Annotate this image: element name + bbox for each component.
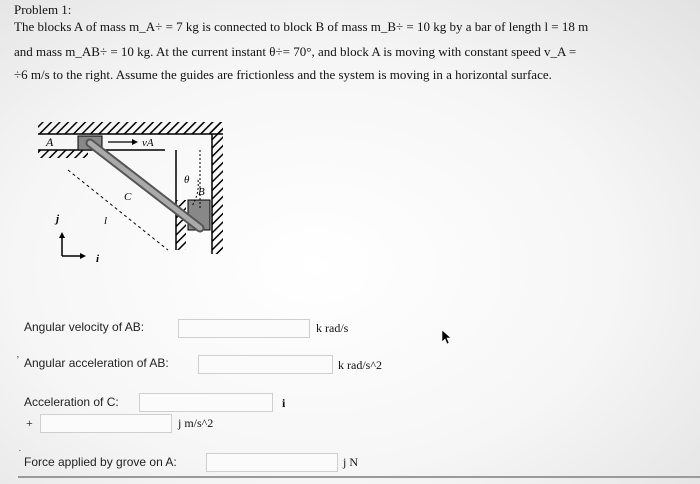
angular-acceleration-unit: k rad/s^2 <box>338 358 382 372</box>
label-b: B <box>198 186 205 198</box>
acceleration-c-j-field[interactable] <box>40 414 172 433</box>
angular-acceleration-field[interactable] <box>198 355 333 374</box>
label-j: j <box>56 213 60 225</box>
angular-velocity-unit: k rad/s <box>316 321 349 335</box>
acceleration-c-i-unit: i <box>282 396 286 410</box>
acceleration-c-i-field[interactable] <box>139 393 273 412</box>
problem-line-1: The blocks A of mass m_A÷ = 7 kg is connected to block B of mass m_B÷ = 10 kg by a bar of length l = 18 m <box>14 19 589 34</box>
mechanism-figure <box>20 110 260 290</box>
label-i: i <box>96 253 100 265</box>
force-field[interactable] <box>206 453 338 472</box>
right-wall <box>212 122 223 254</box>
mouse-cursor <box>441 329 451 345</box>
force-input[interactable] <box>207 455 337 472</box>
bottom-divider <box>18 476 700 478</box>
acceleration-c-plus: + <box>26 416 33 430</box>
force-label: Force applied by grove on A: <box>24 455 177 469</box>
length-dashes <box>68 170 168 250</box>
label-a: A <box>46 135 54 149</box>
acceleration-c-j-unit: j m/s^2 <box>178 416 214 430</box>
tick-mark: ˙ <box>18 448 22 460</box>
problem-title: Problem 1: <box>14 2 72 17</box>
angular-acceleration-label: Angular acceleration of AB: <box>24 356 169 370</box>
label-va: vA <box>142 137 154 149</box>
problem-line-3: ÷6 m/s to the right. Assume the guides are frictionless and the system is moving in a horizontal surface. <box>14 67 552 82</box>
top-wall <box>38 122 223 134</box>
acceleration-c-j-input[interactable] <box>41 416 171 433</box>
angular-velocity-input[interactable] <box>179 321 309 338</box>
angular-velocity-label: Angular velocity of AB: <box>24 320 145 334</box>
acceleration-c-i-input[interactable] <box>140 395 272 412</box>
apostrophe-mark: ’ <box>16 354 20 366</box>
label-theta: θ <box>184 174 190 186</box>
label-c: C <box>124 191 132 203</box>
label-l: l <box>104 215 108 227</box>
angular-acceleration-input[interactable] <box>199 357 332 374</box>
angular-velocity-field[interactable] <box>178 319 310 338</box>
acceleration-c-label: Acceleration of C: <box>24 395 119 409</box>
problem-line-2: and mass m_AB÷ = 10 kg. At the current instant θ÷= 70°, and block A is moving with constant speed v_A = <box>14 44 577 59</box>
force-unit: j N <box>343 455 358 469</box>
